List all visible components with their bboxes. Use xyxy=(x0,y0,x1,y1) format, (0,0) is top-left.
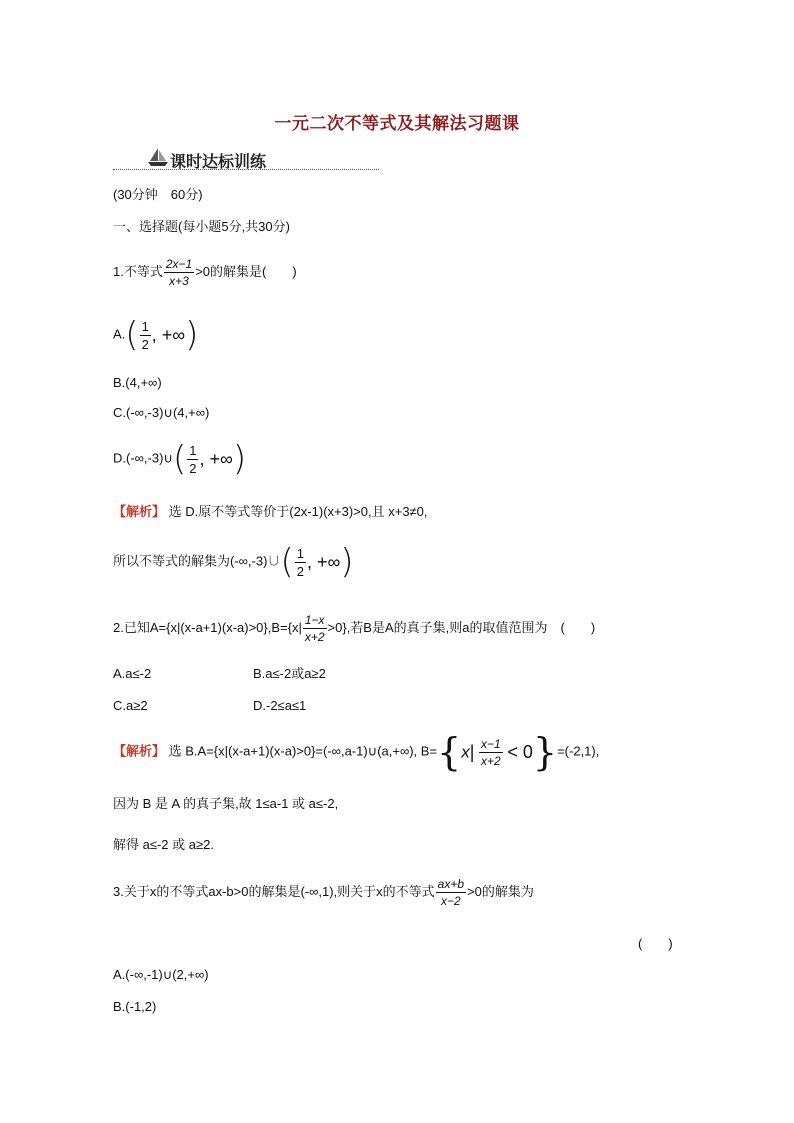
interval-rest: , +∞ xyxy=(306,552,341,572)
fraction-numerator: ax+b xyxy=(437,877,465,891)
section-header-label: 课时达标训练 xyxy=(170,152,267,171)
question-1-suffix: >0的解集是( ) xyxy=(195,263,297,279)
question-3 xyxy=(113,878,534,907)
right-paren: ) xyxy=(232,439,247,479)
left-paren: ( xyxy=(125,315,139,355)
fraction-numerator: 1 xyxy=(141,318,149,334)
left-brace: { xyxy=(437,730,462,774)
option-2b: B.a≤-2或a≥2 xyxy=(253,666,326,681)
fraction-numerator: 1 xyxy=(296,545,304,561)
fraction-denominator: x−2 xyxy=(441,894,461,908)
right-paren: ) xyxy=(340,542,354,582)
fraction-numerator: 1 xyxy=(189,442,197,458)
question-3-prefix: 3.关于x的不等式ax-b>0的解集是(-∞,1),则关于x的不等式 xyxy=(113,883,435,899)
answer-2 xyxy=(113,730,600,774)
option-1b: B.(4,+∞) xyxy=(113,375,162,390)
question-3-suffix: >0的解集为 xyxy=(467,883,534,899)
fraction-denominator: 2 xyxy=(189,460,197,476)
question-3-fraction xyxy=(436,878,466,907)
option-label: D.(-∞,-3)∪ xyxy=(113,450,173,466)
option-1c: C.(-∞,-3)∪(4,+∞) xyxy=(113,405,210,420)
option-3a: A.(-∞,-1)∪(2,+∞) xyxy=(113,967,209,982)
fraction-numerator: 1−x xyxy=(304,613,325,627)
fraction-numerator: 2x−1 xyxy=(165,257,193,271)
question-2-suffix: >0},若B是A的真子集,则a的取值范围为 ( ) xyxy=(327,619,596,635)
fraction-denominator: 2 xyxy=(141,336,149,352)
section-header xyxy=(113,146,379,170)
question-1-fraction xyxy=(164,258,194,287)
answer-1-text: 选 D.原不等式等价于(2x-1)(x+3)>0,且 x+3≠0, xyxy=(168,504,428,519)
answer-1 xyxy=(113,505,428,519)
interval-rest: , +∞ xyxy=(199,449,233,469)
part-heading: 一、选择题(每小题5分,共30分) xyxy=(113,219,290,234)
option-2c: C.a≥2 xyxy=(113,698,148,713)
question-2 xyxy=(113,614,595,643)
left-paren: ( xyxy=(172,439,187,479)
half-fraction xyxy=(295,547,306,578)
answer-1-line2 xyxy=(113,542,354,582)
option-1d xyxy=(113,439,247,479)
answer-2-result: =(-2,1), xyxy=(557,743,600,759)
fraction-numerator: x−1 xyxy=(481,736,501,751)
question-1-prefix: 1.不等式 xyxy=(113,263,163,279)
answer-2-text: 选 B.A={x|(x-a+1)(x-a)>0}=(-∞,a-1)∪(a,+∞), B= xyxy=(168,743,438,759)
page-title: 一元二次不等式及其解法习题课 xyxy=(274,114,520,134)
option-3b: B.(-1,2) xyxy=(113,999,157,1014)
option-2a: A.a≤-2 xyxy=(113,666,152,681)
question-2-prefix: 2.已知A={x|(x-a+1)(x-a)>0},B={x| xyxy=(113,619,302,635)
question-3-answer-paren: ( ) xyxy=(638,936,673,951)
fraction-denominator: x+3 xyxy=(169,274,189,288)
answer-2-line3: 解得 a≤-2 或 a≥2. xyxy=(113,837,214,852)
left-paren: ( xyxy=(280,542,294,582)
right-brace: } xyxy=(532,730,558,774)
answer-2-fraction xyxy=(479,738,503,767)
option-label: A. xyxy=(113,326,126,342)
sailboat-icon xyxy=(147,147,169,167)
fraction-denominator: 2 xyxy=(296,563,304,579)
answer-1-line2-prefix: 所以不等式的解集为(-∞,-3)∪ xyxy=(113,553,281,569)
time-score-meta: (30分钟 60分) xyxy=(113,187,203,202)
question-1 xyxy=(113,258,297,287)
option-1a xyxy=(113,315,199,355)
half-fraction xyxy=(140,320,151,351)
answer-2-line2: 因为 B 是 A 的真子集,故 1≤a-1 或 a≤-2, xyxy=(113,796,339,811)
question-2-fraction xyxy=(303,614,327,643)
interval-rest: , +∞ xyxy=(151,325,186,345)
half-fraction xyxy=(187,444,198,475)
right-paren: ) xyxy=(185,315,199,355)
analysis-tag: 【解析】 xyxy=(113,744,166,760)
analysis-tag: 【解析】 xyxy=(113,505,166,520)
fraction-denominator: x+2 xyxy=(304,630,325,644)
fraction-denominator: x+2 xyxy=(481,753,501,768)
set-bar: | xyxy=(469,742,475,762)
less-than-zero: < 0 xyxy=(507,742,533,762)
option-2d: D.-2≤a≤1 xyxy=(253,698,307,713)
set-variable: x xyxy=(461,742,470,762)
